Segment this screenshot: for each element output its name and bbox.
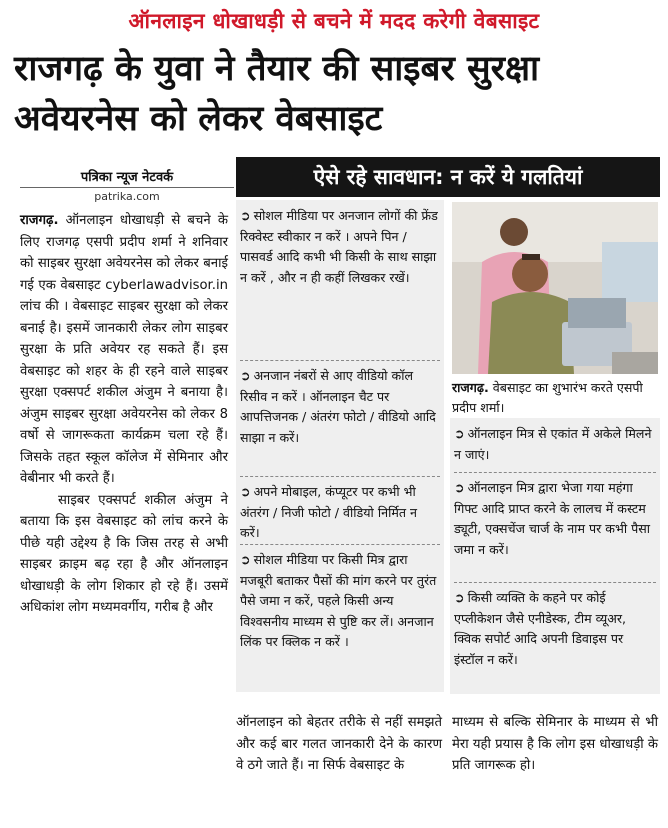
tip-item: ➲ अनजान नंबरों से आए वीडियो कॉल रिसीव न करें । ऑनलाइन चैट पर आपत्तिजनक / अंतरंग फोटो / वीडियो आदि साझा न करें। — [240, 368, 436, 445]
arrow-icon: ➲ — [454, 480, 465, 495]
arrow-icon: ➲ — [240, 484, 251, 499]
tip-item: ➲ ऑनलाइन मित्र द्वारा भेजा गया महंगा गिफ्ट आदि प्राप्त करने के लालच में कस्टम ड्यूटी, एक्सचेंज चार्ज के नाम पर कभी पैसा जमा न करें। — [454, 480, 651, 557]
article-para-2: साइबर एक्सपर्ट शकील अंजुम ने बताया कि इस वेबसाइट को लांच करने के पीछे यही उद्देश्य है कि जिस तरह से अभी साइबर क्राइम बढ़ रहा है और ऑनलाइन धोखाधड़ी के लोग शिकार हो रहे हैं। उसमें अधिकांश लोग मध्यमवर्गीय, गरीब है और — [20, 492, 228, 615]
caption-dateline: राजगढ़. — [452, 380, 489, 395]
caption-text: वेबसाइट का शुभारंभ करते एसपी प्रदीप शर्मा। — [452, 380, 643, 415]
photo-illustration — [452, 202, 658, 374]
launch-photo — [452, 202, 658, 374]
tips-banner: ऐसे रहे सावधान: न करें ये गलतियां — [236, 157, 660, 197]
divider — [240, 360, 440, 361]
photo-caption — [452, 378, 658, 418]
arrow-icon: ➲ — [454, 590, 465, 605]
kicker-headline: ऑनलाइन धोखाधड़ी से बचने में मदद करेगी वेबसाइट — [128, 9, 540, 33]
tip-item: ➲ सोशल मीडिया पर अनजान लोगों की फ्रेंड रिक्वेस्ट स्वीकार न करें । अपने पिन / पासवर्ड आदि कभी भी किसी के साथ साझा न करें , और न ही कहीं लिखकर रखें। — [240, 208, 438, 285]
article-dateline: राजगढ़. — [20, 213, 59, 228]
arrow-icon: ➲ — [240, 552, 251, 567]
arrow-icon: ➲ — [240, 368, 251, 383]
article-column-1 — [20, 210, 228, 619]
page-title: राजगढ़ के युवा ने तैयार की साइबर सुरक्षा अवेयरनेस को लेकर वेबसाइट — [14, 49, 540, 139]
right-tips-box — [450, 418, 660, 694]
tips-box — [236, 200, 444, 692]
article-continuation-col2: ऑनलाइन को बेहतर तरीके से नहीं समझते और कई बार गलत जानकारी देने के कारण वे ठगे जाते हैं। ना सिर्फ वेबसाइट के — [236, 715, 442, 773]
divider — [240, 544, 440, 545]
divider — [240, 476, 440, 477]
divider — [454, 582, 656, 583]
article-para-1: ऑनलाइन धोखाधड़ी से बचने के लिए राजगढ़ एसपी प्रदीप शर्मा ने शनिवार को साइबर सुरक्षा अवेयरनेस को लेकर बनाई गई एक वेबसाइट cyberlawadvisor.in लांच की । वेबसाइट साइबर सुरक्षा को लेकर बनाई है। इसमें जानकारी लेकर लोग साइबर सुरक्षा के प्रति अवेयर रह सकते हैं। इस वेबसाइट को शहर के ही रहने वाले साइबर सुरक्षा एक्सपर्ट शकील अंजुम ने बनाया है। अंजुम साइबर सुरक्षा अवेयरनेस को लेकर 8 वर्षो से जागरूकता कार्यक्रम चला रहे हैं। जिसके तहत स्कूल कॉलेज में सेमिनार और वेबीनार भी करते हैं। — [20, 213, 228, 486]
tip-item: ➲ किसी व्यक्ति के कहने पर कोई एप्लीकेशन जैसे एनीडेस्क, टीम व्यूअर, क्विक सपोर्ट आदि अपनी डिवाइस पर इंस्टॉल न करें। — [454, 590, 627, 667]
tip-item: ➲ सोशल मीडिया पर किसी मित्र द्वारा मजबूरी बताकर पैसों की मांग करने पर तुरंत पैसे जमा न करें, पहले किसी अन्य विश्वसनीय माध्यम से पुष्टि कर लें। अनजान लिंक पर क्लिक न करें । — [240, 552, 437, 649]
tip-item: ➲ ऑनलाइन मित्र से एकांत में अकेले मिलने न जाएं। — [454, 426, 652, 462]
tip-item: ➲ अपने मोबाइल, कंप्यूटर पर कभी भी अंतरंग / निजी फोटो / वीडियो निर्मित न करें। — [240, 484, 418, 540]
divider — [454, 472, 656, 473]
article-continuation-col3: माध्यम से बल्कि सेमिनार के माध्यम से भी मेरा यही प्रयास है कि लोग इस धोखाधड़ी के प्रति जागरूक हो। — [452, 715, 658, 773]
arrow-icon: ➲ — [240, 208, 251, 223]
byline: पत्रिका न्यूज नेटवर्क — [20, 167, 234, 188]
arrow-icon: ➲ — [454, 426, 465, 441]
source-site: patrika.com — [94, 190, 160, 203]
